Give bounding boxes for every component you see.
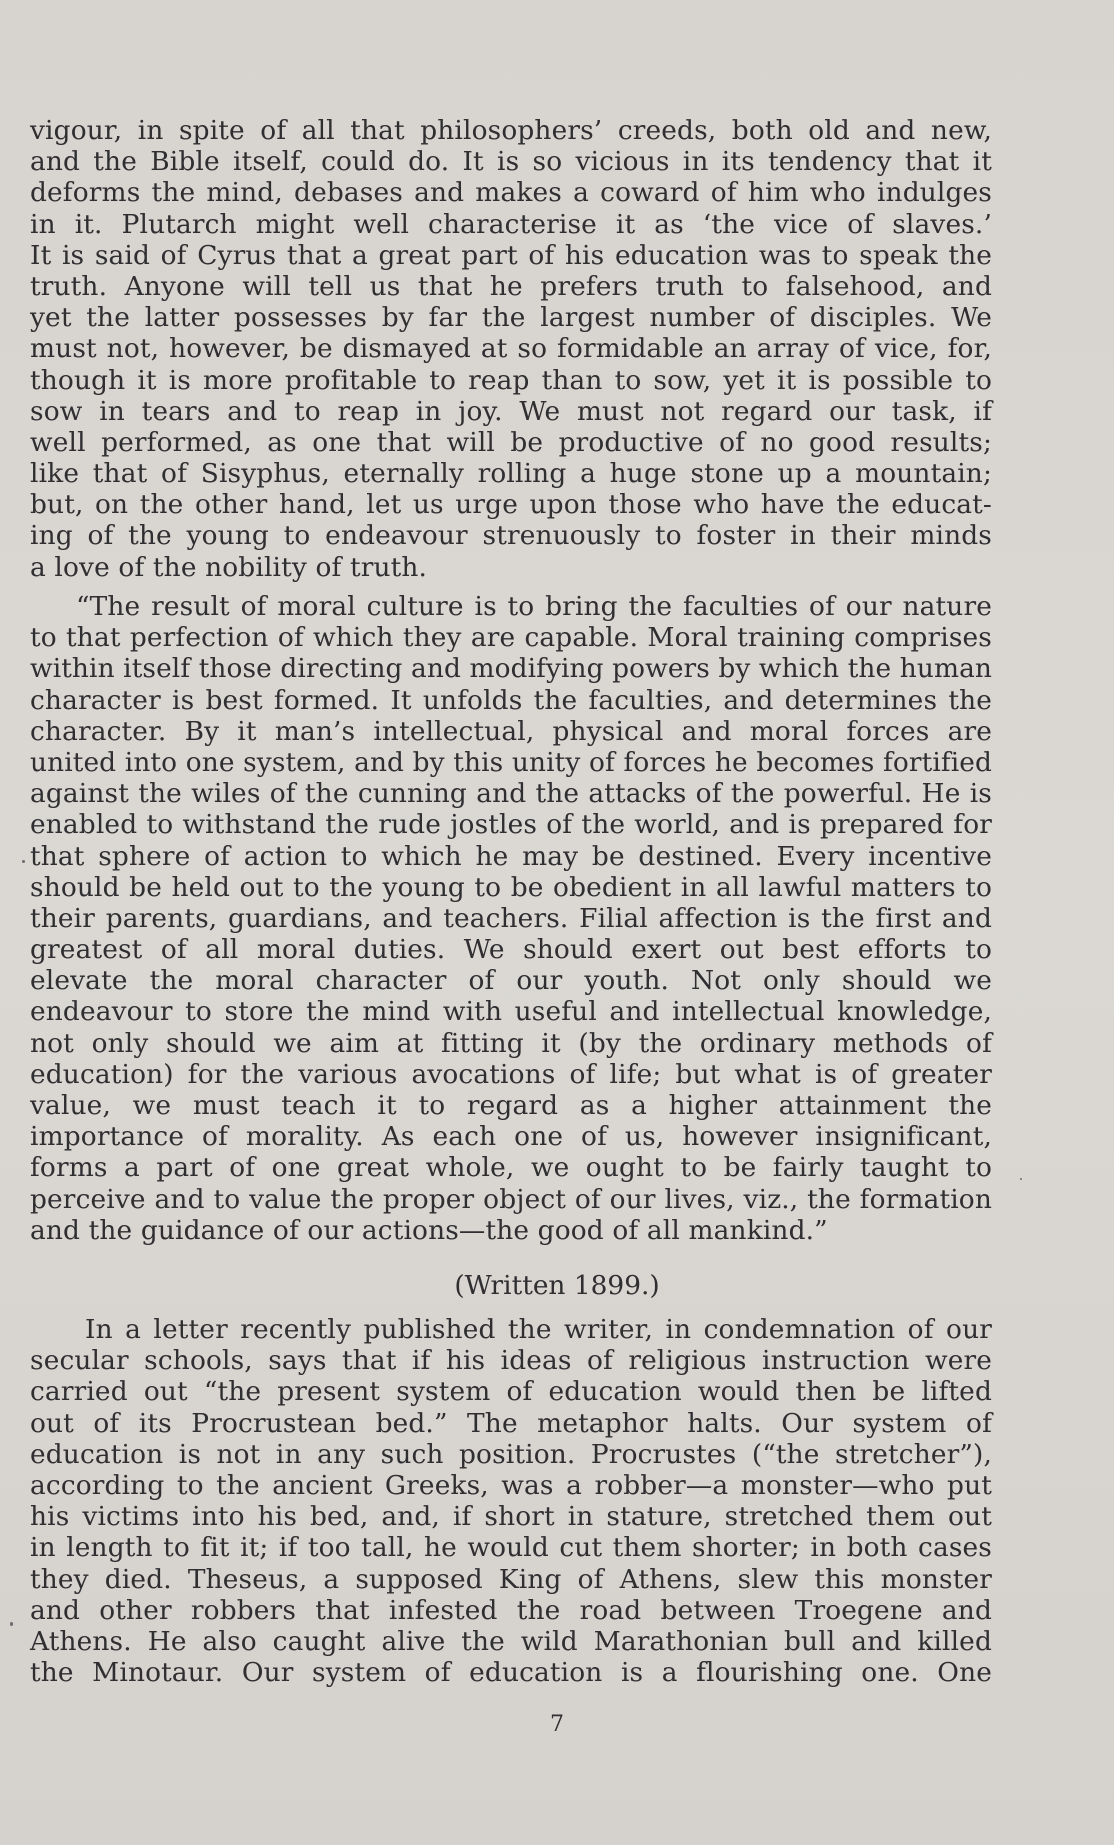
text-line: out of its Procrustean bed.” The metaphor halts. Our system of bbox=[30, 1407, 992, 1439]
text-line: like that of Sisyphus, eternally rolling a huge stone up a mountain; bbox=[30, 458, 992, 490]
text-line: his victims into his bed, and, if short in stature, stretched them out bbox=[30, 1501, 992, 1533]
text-line: must not, however, be dismayed at so formidable an array of vice, for, bbox=[30, 333, 992, 365]
text-line: ing of the young to endeavour strenuously to foster in their minds bbox=[30, 520, 992, 552]
text-line: value, we must teach it to regard as a higher attainment the bbox=[30, 1090, 992, 1121]
ink-speck bbox=[1020, 1178, 1022, 1180]
text-line: they died. Theseus, a supposed King of Athens, slew this monster bbox=[30, 1563, 992, 1595]
text-line: that sphere of action to which he may be destined. Every incentive bbox=[30, 840, 992, 872]
text-line: yet the latter possesses by far the largest number of disciples. We bbox=[30, 302, 992, 334]
text-line: character is best formed. It unfolds the faculties, and determines the bbox=[30, 684, 992, 716]
text-line: in length to fit it; if too tall, he would cut them shorter; in both cases bbox=[30, 1532, 992, 1564]
text-line: within itself those directing and modifying powers by which the human bbox=[30, 653, 992, 685]
text-line: secular schools, says that if his ideas of religious instruction were bbox=[30, 1345, 992, 1377]
text-line: greatest of all moral duties. We should exert out best efforts to bbox=[30, 934, 992, 966]
text-line: endeavour to store the mind with useful and intellectual knowledge, bbox=[30, 996, 992, 1028]
text-line: not only should we aim at fitting it (by the ordinary methods of bbox=[30, 1027, 992, 1059]
page-number: 7 bbox=[550, 1712, 564, 1737]
text-line: carried out “the present system of education would then be lifted bbox=[30, 1376, 992, 1408]
text-line: Athens. He also caught alive the wild Marathonian bull and killed bbox=[30, 1625, 992, 1657]
text-line: their parents, guardians, and teachers. Filial affection is the first and bbox=[30, 902, 992, 934]
paragraph-2 bbox=[30, 591, 992, 1246]
text-line: vigour, in spite of all that philosophers’ creeds, both old and new, bbox=[30, 115, 992, 146]
text-line: truth. Anyone will tell us that he prefers truth to falsehood, and bbox=[30, 270, 992, 302]
text-line: enabled to withstand the rude jostles of the world, and is prepared for bbox=[30, 809, 992, 841]
text-line: elevate the moral character of our youth. Not only should we bbox=[30, 965, 992, 997]
text-line: education is not in any such position. Procrustes (“the stretcher”), bbox=[30, 1438, 992, 1470]
text-line: perceive and to value the proper object of our lives, viz., the formation bbox=[30, 1183, 992, 1215]
text-line: and the guidance of our actions—the good of all mankind.” bbox=[30, 1214, 828, 1246]
paragraph-1 bbox=[30, 115, 992, 583]
text-line: should be held out to the young to be obedient in all lawful matters to bbox=[30, 871, 992, 903]
text-line: and the Bible itself, could do. It is so vicious in its tendency that it bbox=[30, 146, 992, 178]
text-line: “The result of moral culture is to bring the faculties of our nature bbox=[76, 591, 992, 622]
text-line: and other robbers that infested the road between Troegene and bbox=[30, 1594, 992, 1626]
text-line: but, on the other hand, let us urge upon those who have the educat- bbox=[30, 489, 992, 521]
text-line: according to the ancient Greeks, was a robber—a monster—who put bbox=[30, 1469, 992, 1501]
text-line: importance of morality. As each one of us, however insignificant, bbox=[30, 1121, 992, 1153]
text-line: well performed, as one that will be productive of no good results; bbox=[30, 426, 992, 458]
text-line: sow in tears and to reap in joy. We must not regard our task, if bbox=[30, 395, 992, 427]
text-line: a love of the nobility of truth. bbox=[30, 551, 428, 583]
ink-speck bbox=[10, 1622, 13, 1626]
text-line: though it is more profitable to reap than to sow, yet it is possible to bbox=[30, 364, 992, 396]
ink-speck bbox=[22, 860, 25, 863]
section-heading: (Written 1899.) bbox=[454, 1270, 660, 1301]
text-line: against the wiles of the cunning and the attacks of the powerful. He is bbox=[30, 778, 992, 810]
text-line: deforms the mind, debases and makes a coward of him who indulges bbox=[30, 177, 992, 209]
text-line: education) for the various avocations of life; but what is of greater bbox=[30, 1058, 992, 1090]
text-line: to that perfection of which they are capable. Moral training comprises bbox=[30, 622, 992, 654]
text-line: in it. Plutarch might well characterise it as ‘the vice of slaves.’ bbox=[30, 208, 992, 240]
text-line: It is said of Cyrus that a great part of his education was to speak the bbox=[30, 239, 992, 271]
text-line: In a letter recently published the writer, in condemnation of our bbox=[85, 1314, 992, 1345]
text-line: character. By it man’s intellectual, physical and moral forces are bbox=[30, 715, 992, 747]
paragraph-3 bbox=[30, 1314, 992, 1688]
text-line: united into one system, and by this unity of forces he becomes fortified bbox=[30, 746, 992, 778]
text-line: forms a part of one great whole, we ought to be fairly taught to bbox=[30, 1152, 992, 1184]
text-line: the Minotaur. Our system of education is a flourishing one. One bbox=[30, 1657, 992, 1689]
